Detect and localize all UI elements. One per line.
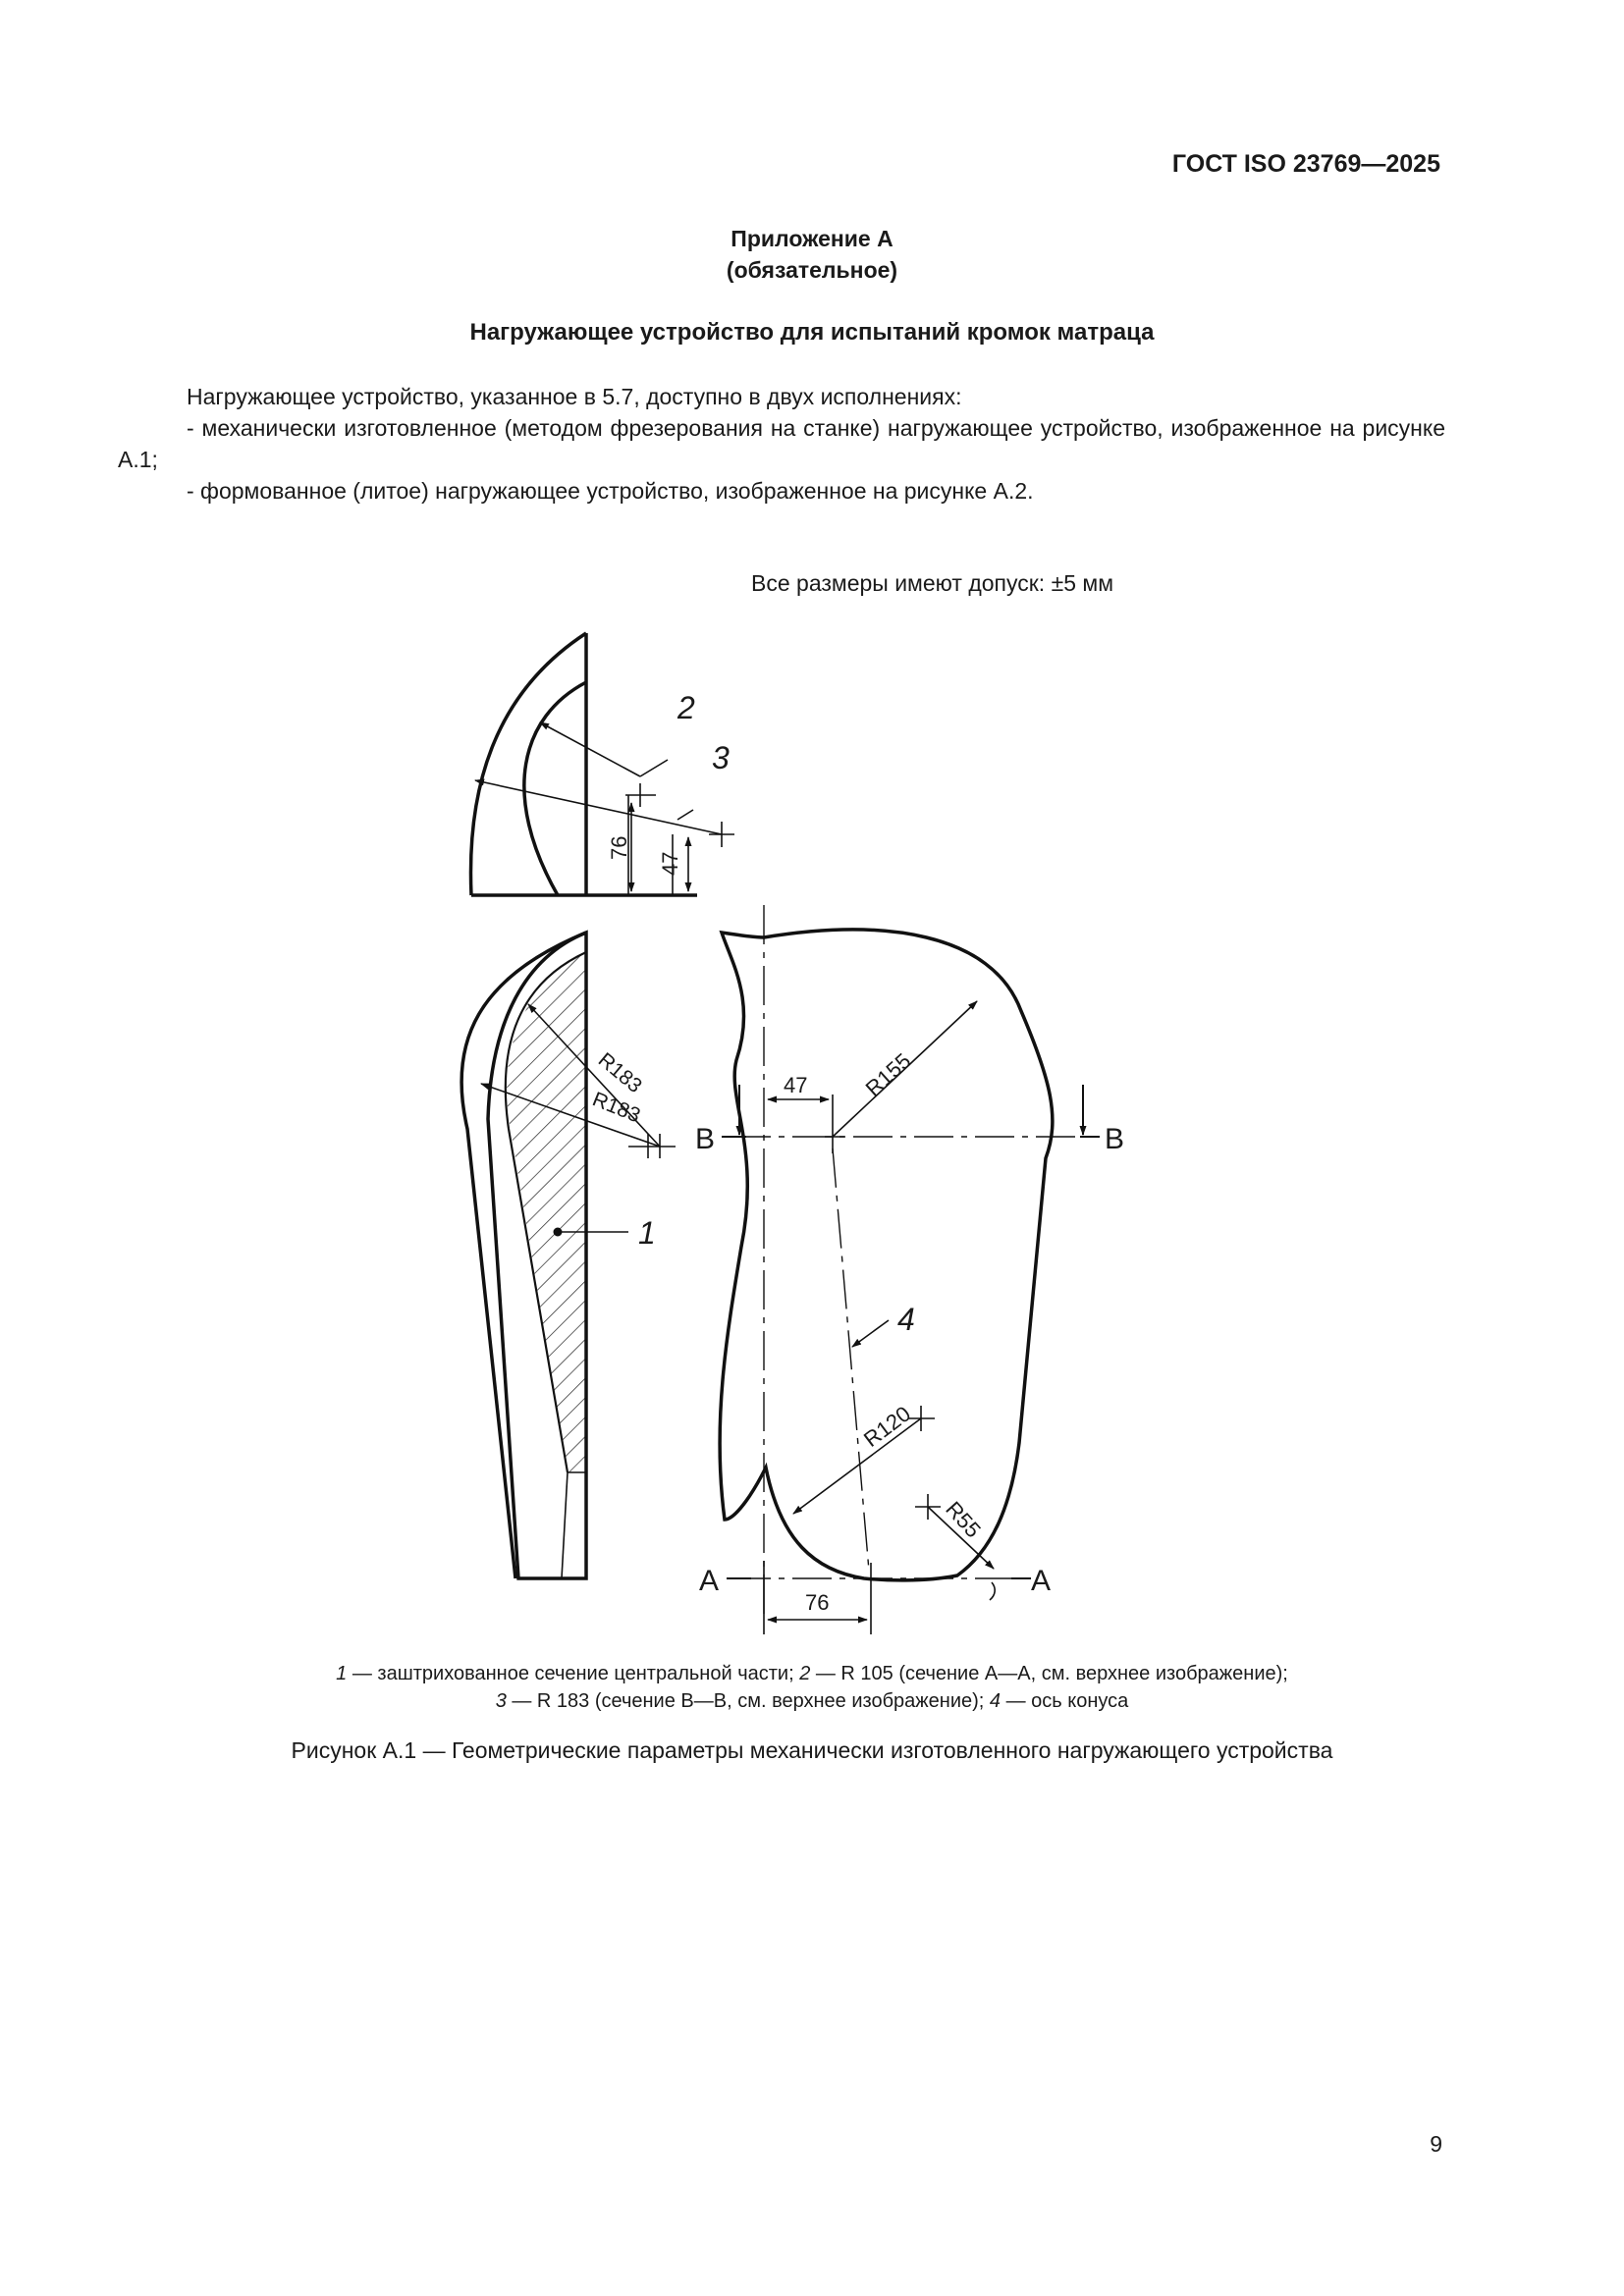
list-item-machined: - механически изготовленное (методом фрезерования на станке) нагружающее устройство, изображенное на рисунке А.1; [118, 415, 1445, 472]
section-a-right: A [1031, 1565, 1052, 1597]
dim-76-top: 76 [607, 835, 631, 860]
annex-title: Приложение А [731, 226, 893, 251]
label-r120: R120 [858, 1401, 916, 1452]
label-r183-a: R183 [593, 1048, 647, 1098]
label-r183-b: R183 [589, 1088, 644, 1128]
section-title: Нагружающее устройство для испытаний кромок матраца [469, 319, 1155, 346]
figure-caption: Рисунок А.1 — Геометрические параметры механически изготовленного нагружающего устройства [291, 1737, 1333, 1763]
dim-47-top: 47 [658, 851, 682, 876]
section-a-left: A [699, 1565, 720, 1597]
standard-code: ГОСТ ISO 23769—2025 [1171, 150, 1440, 178]
label-r55: R55 [941, 1496, 986, 1543]
page-number: 9 [1430, 2131, 1442, 2157]
tolerance-note: Все размеры имеют допуск: ±5 мм [751, 570, 1114, 596]
section-b-right: B [1105, 1123, 1125, 1155]
dim-47-front: 47 [784, 1073, 808, 1097]
top-view [470, 633, 734, 895]
figure-legend-line-1: 1 — заштрихованное сечение центральной части; 2 — R 105 (сечение А—А, см. верхнее изображение); [336, 1663, 1288, 1684]
callout-2: 2 [677, 690, 695, 725]
callout-3: 3 [712, 740, 730, 775]
callout-4: 4 [897, 1302, 915, 1337]
section-b-left: B [695, 1123, 716, 1155]
list-item-molded: - формованное (литое) нагружающее устройство, изображенное на рисунке А.2. [187, 478, 1034, 504]
intro-paragraph: Нагружающее устройство, указанное в 5.7, доступно в двух исполнениях: [187, 384, 962, 409]
figure-legend-line-2: 3 — R 183 (сечение В—В, см. верхнее изображение); 4 — ось конуса [495, 1690, 1129, 1712]
front-view [720, 905, 1100, 1634]
side-view [461, 933, 676, 1578]
label-r155: R155 [860, 1047, 916, 1101]
annex-status: (обязательное) [726, 257, 898, 283]
dim-76-front: 76 [805, 1590, 830, 1615]
callout-1: 1 [638, 1215, 656, 1251]
